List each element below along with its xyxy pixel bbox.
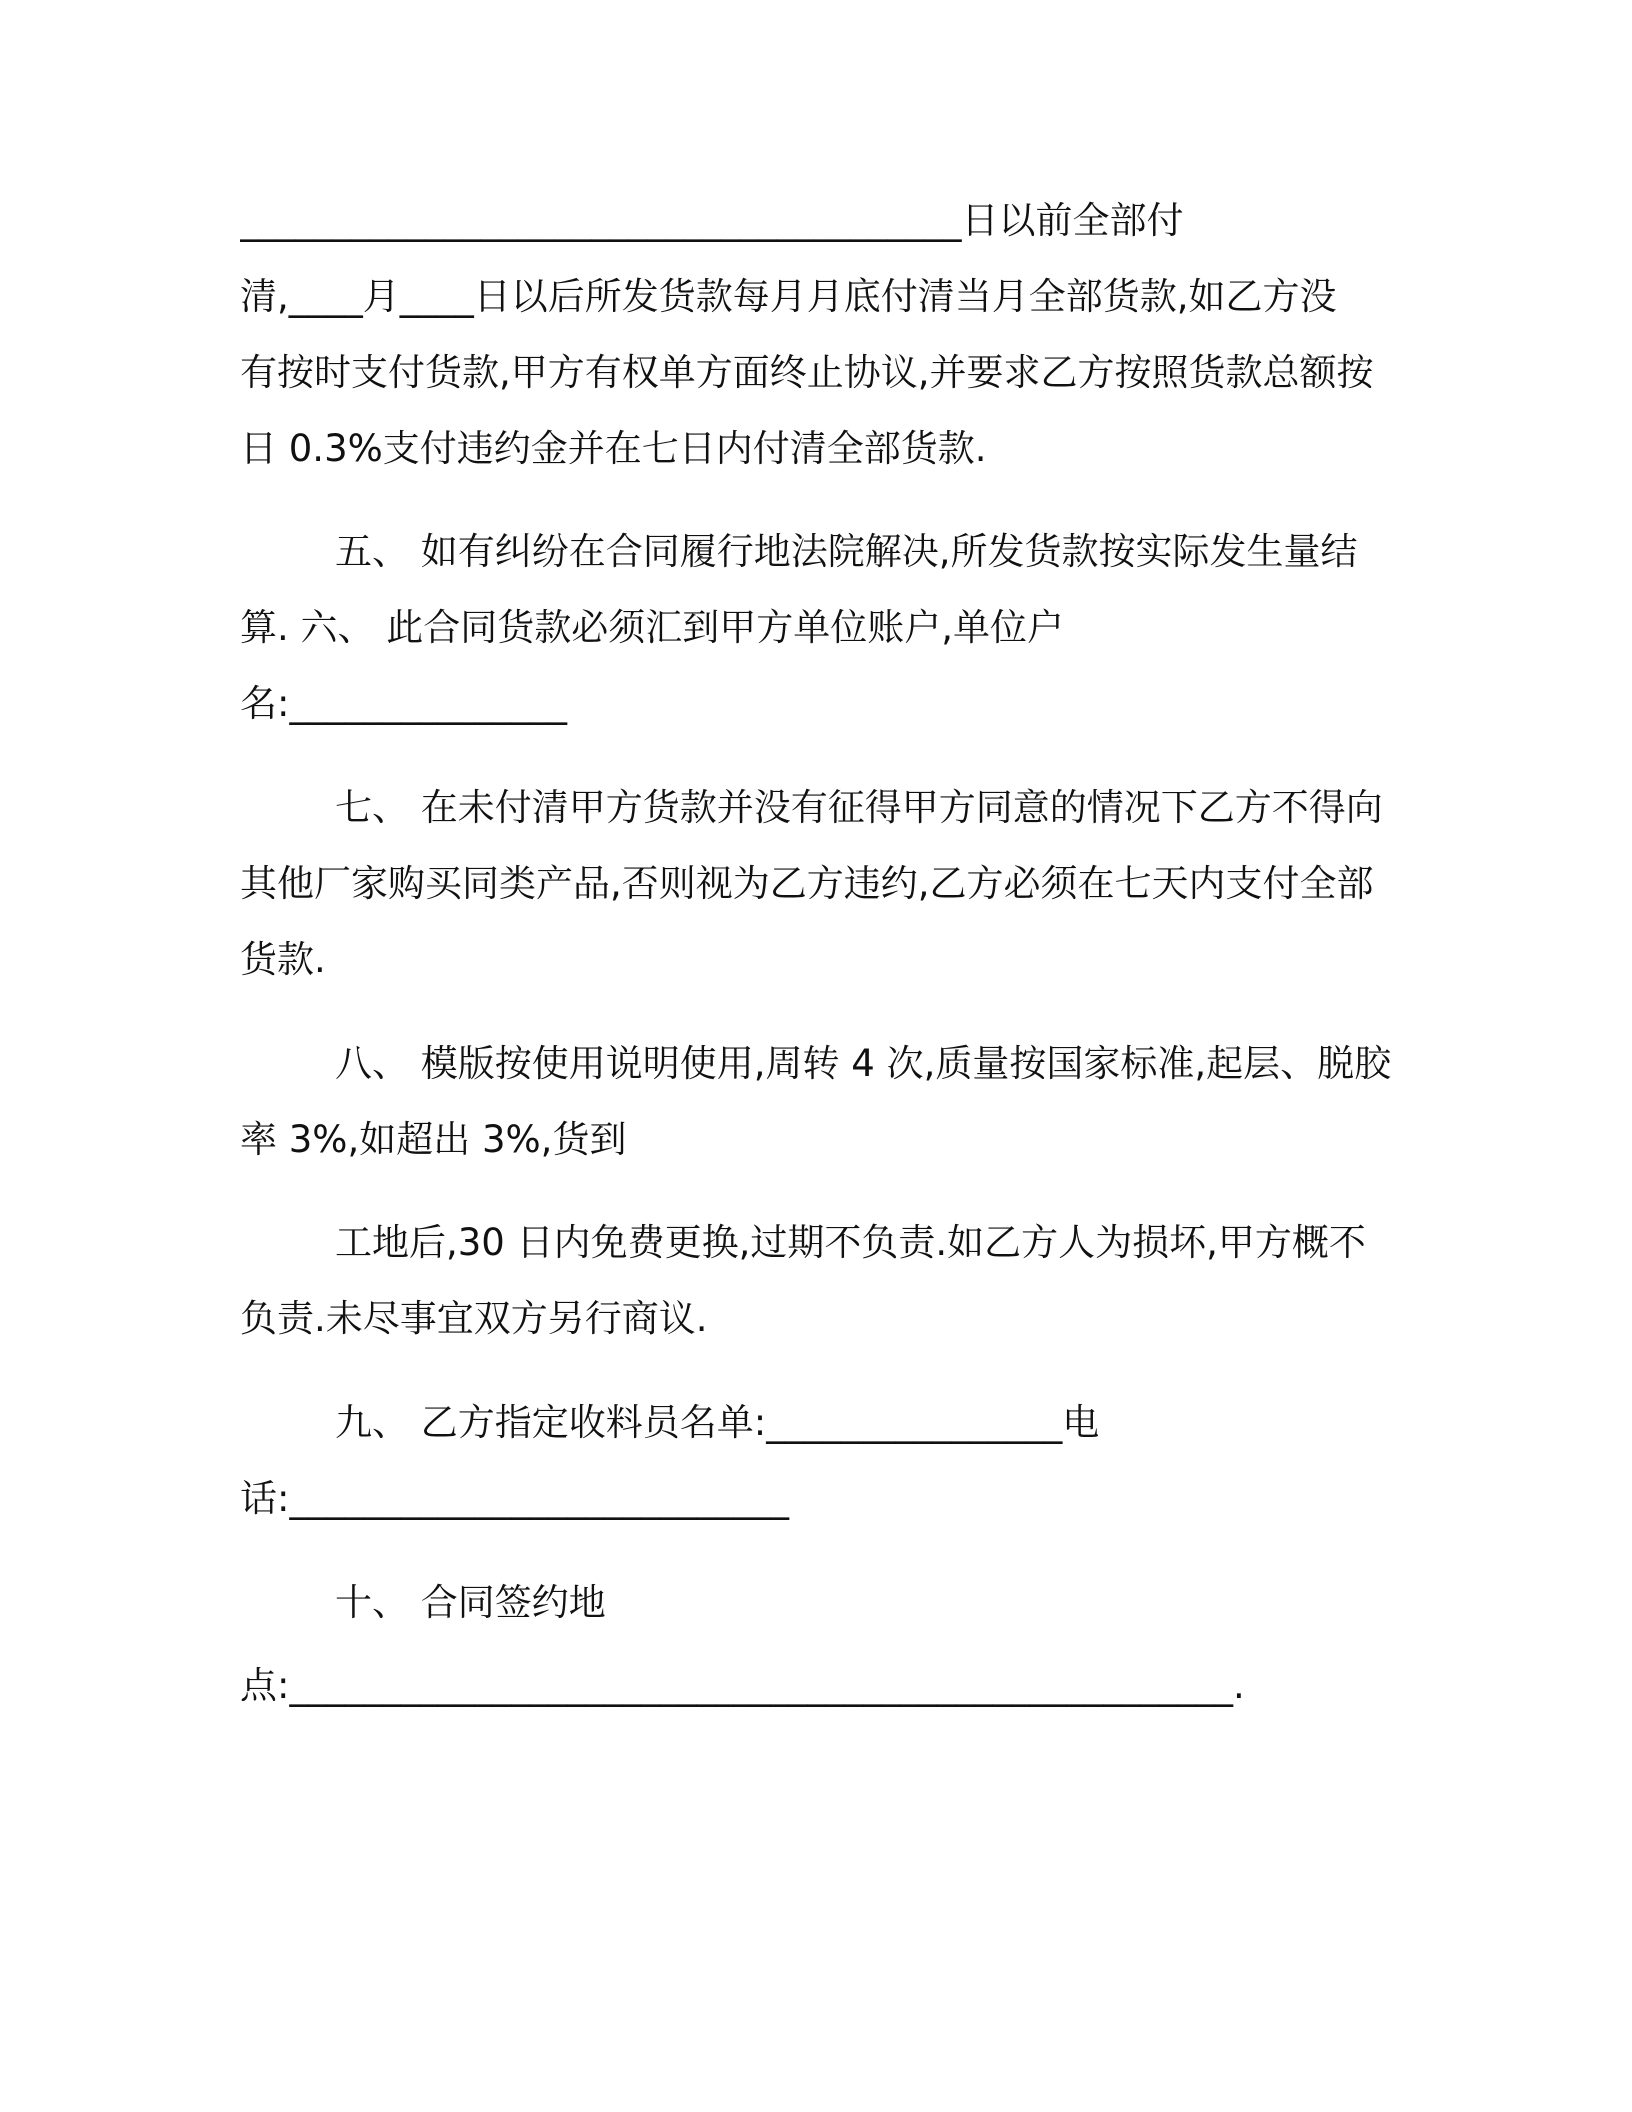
clause-5-line-1: 五、 如有纠纷在合同履行地法院解决,所发货款按实际发生量结	[335, 530, 1358, 573]
clause-8-line-3: 工地后,30 日内免费更换,过期不负责.如乙方人为损坏,甲方概不	[335, 1221, 1366, 1264]
clause-9-line-1: 九、 乙方指定收料员名单:________________电	[335, 1401, 1100, 1444]
clause-5-line-2: 算. 六、 此合同货款必须汇到甲方单位账户,单位户	[240, 606, 1065, 649]
clause-8-line-2: 率 3%,如超出 3%,货到	[240, 1118, 627, 1161]
clause-8-line-4: 负责.未尽事宜双方另行商议.	[240, 1297, 708, 1340]
text-line-3: 有按时支付货款,甲方有权单方面终止协议,并要求乙方按照货款总额按	[240, 351, 1374, 394]
clause-8-line-1: 八、 模版按使用说明使用,周转 4 次,质量按国家标准,起层、脱胶	[335, 1042, 1392, 1085]
text-line-1: _______________________________________日以前全部付	[240, 199, 1184, 242]
clause-7-line-1: 七、 在未付清甲方货款并没有征得甲方同意的情况下乙方不得向	[335, 786, 1383, 829]
text-line-2: 清,____月____日以后所发货款每月月底付清当月全部货款,如乙方没	[240, 275, 1337, 318]
clause-7-line-2: 其他厂家购买同类产品,否则视为乙方违约,乙方必须在七天内支付全部	[240, 862, 1374, 905]
clause-9-line-2: 话:___________________________	[240, 1477, 789, 1520]
clause-10-line-2: 点:___________________________________________________.	[240, 1664, 1245, 1707]
text-line-4: 日 0.3%支付违约金并在七日内付清全部货款.	[240, 427, 987, 470]
clause-7-line-3: 货款.	[240, 938, 326, 981]
clause-6-line-2: 名:_______________	[240, 682, 567, 725]
clause-10-line-1: 十、 合同签约地	[335, 1581, 606, 1624]
